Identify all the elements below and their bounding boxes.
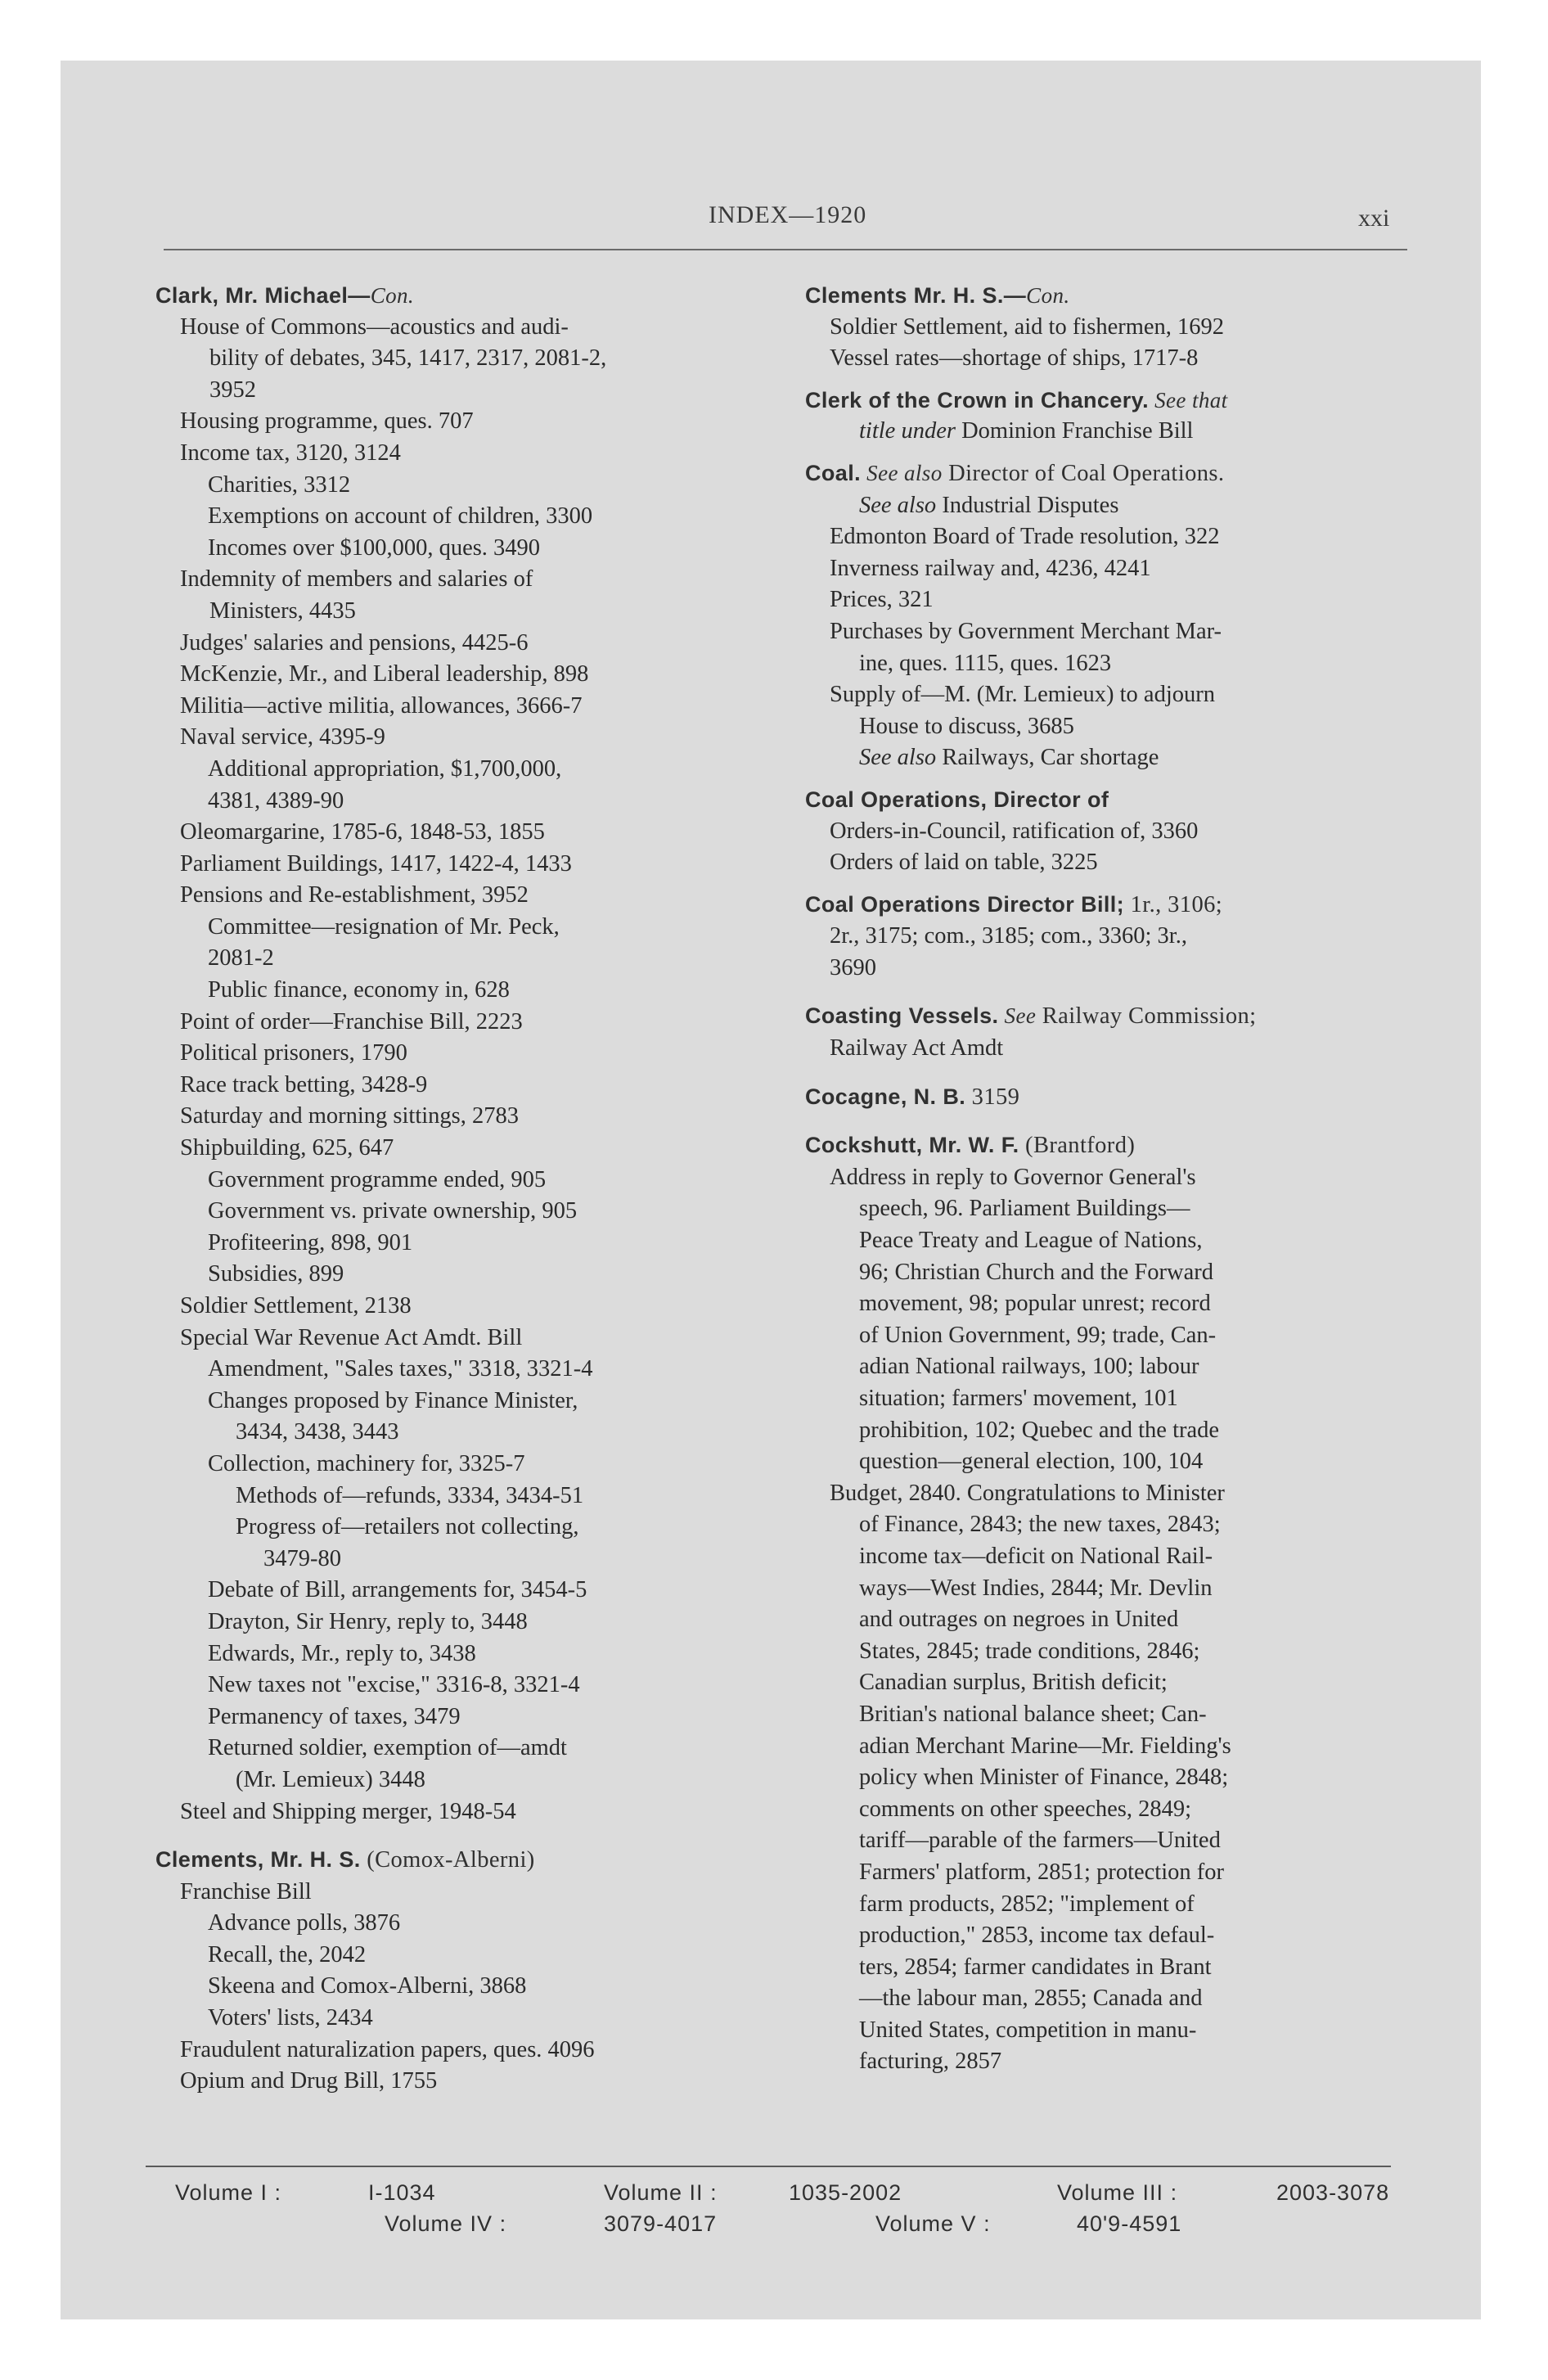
- spacer: [805, 1065, 1412, 1081]
- entry-text: Budget, 2840. Congratulations to Minister: [830, 1480, 1225, 1506]
- entry-text: adian National railways, 100; labour: [859, 1354, 1199, 1380]
- entry-text: movement, 98; popular unrest; record: [859, 1291, 1211, 1317]
- entry-text: Peace Treaty and League of Nations,: [859, 1228, 1203, 1254]
- index-entry: [805, 1033, 1412, 1065]
- entry-text: Industrial Disputes: [936, 492, 1119, 518]
- entry-text: Shipbuilding, 625, 647: [180, 1135, 394, 1161]
- spacer: [805, 375, 1412, 385]
- index-entry: [805, 1193, 1412, 1225]
- entry-text: Debate of Bill, arrangements for, 3454-5: [208, 1577, 587, 1603]
- entry-text: New taxes not "excise," 3316-8, 3321-4: [208, 1672, 580, 1698]
- entry-text: prohibition, 102; Quebec and the trade: [859, 1417, 1220, 1443]
- index-entry: [805, 679, 1412, 711]
- index-entry: [805, 584, 1412, 616]
- index-heading: [805, 889, 1412, 922]
- entry-text: Recall, the, 2042: [208, 1941, 367, 1968]
- volume-5-label: Volume V :: [875, 2211, 991, 2236]
- entry-text: Coal.: [805, 460, 862, 485]
- index-entry: [155, 849, 777, 881]
- index-entry: [155, 1070, 777, 1102]
- entry-text: Britian's national balance sheet; Can-: [859, 1701, 1207, 1727]
- entry-text: income tax—deficit on National Rail-: [859, 1543, 1213, 1569]
- index-entry: [155, 501, 777, 533]
- entry-text: tariff—parable of the farmers—United: [859, 1828, 1221, 1854]
- entry-text: bility of debates, 345, 1417, 2317, 2081-2,: [209, 345, 607, 372]
- entry-text: situation; farmers' movement, 101: [859, 1386, 1178, 1411]
- index-entry: [155, 1386, 777, 1418]
- entry-text: question—general election, 100, 104: [859, 1449, 1204, 1475]
- index-entry: [155, 1323, 777, 1355]
- index-heading: [805, 784, 1412, 816]
- index-heading: [805, 1081, 1412, 1114]
- index-entry: [155, 1354, 777, 1386]
- entry-text: Charities, 3312: [208, 471, 351, 498]
- index-entry: [805, 1952, 1412, 1984]
- index-entry: [805, 921, 1412, 953]
- index-entry: [805, 1415, 1412, 1447]
- index-entry: [805, 1889, 1412, 1921]
- entry-text: Public finance, economy in, 628: [208, 977, 510, 1003]
- index-entry: [805, 1857, 1412, 1889]
- entry-text: Housing programme, ques. 707: [180, 408, 474, 435]
- volume-3-label: Volume III :: [1057, 2180, 1178, 2205]
- entry-text: Cockshutt, Mr. W. F.: [805, 1133, 1019, 1158]
- entry-text: 2r., 3175; com., 3185; com., 3360; 3r.,: [830, 923, 1187, 949]
- index-entry: [155, 1291, 777, 1323]
- entry-text: Opium and Drug Bill, 1755: [180, 2068, 438, 2094]
- spacer: [155, 1828, 777, 1844]
- entry-text: Railways, Car shortage: [936, 745, 1159, 771]
- right-column: [805, 280, 1412, 2078]
- entry-text: farm products, 2852; "implement of: [859, 1891, 1195, 1917]
- index-heading: [805, 1000, 1412, 1033]
- index-entry: [155, 406, 777, 438]
- italic-suffix: See: [998, 1003, 1037, 1029]
- entry-text: Inverness railway and, 4236, 4241: [830, 555, 1151, 581]
- index-entry: [155, 1544, 777, 1575]
- page-title: INDEX—1920: [709, 201, 867, 228]
- entry-text: United States, competition in manu-: [859, 2017, 1197, 2043]
- index-entry: [155, 659, 777, 691]
- entry-text: Profiteering, 898, 901: [208, 1229, 413, 1255]
- italic-prefix: See also: [859, 745, 937, 771]
- entry-text: Returned soldier, exemption of—amdt: [208, 1735, 567, 1761]
- entry-text: Pensions and Re-establishment, 3952: [180, 882, 529, 908]
- index-entry: [155, 2066, 777, 2098]
- entry-text: Race track betting, 3428-9: [180, 1071, 428, 1098]
- index-heading: [805, 280, 1412, 312]
- entry-text: Supply of—M. (Mr. Lemieux) to adjourn: [830, 682, 1215, 708]
- index-entry: [805, 742, 1412, 774]
- index-entry: [155, 722, 777, 754]
- entry-text: Skeena and Comox-Alberni, 3868: [208, 1973, 527, 1999]
- index-entry: [155, 438, 777, 470]
- volume-2-range: 1035-2002: [789, 2180, 902, 2205]
- index-entry: [155, 564, 777, 596]
- index-entry: [155, 975, 777, 1007]
- italic-suffix: See also: [861, 460, 943, 485]
- spacer: [805, 448, 1412, 458]
- index-entry: [155, 2003, 777, 2035]
- entry-text: Special War Revenue Act Amdt. Bill: [180, 1324, 523, 1350]
- index-entry: [155, 1449, 777, 1481]
- entry-text: Naval service, 4395-9: [180, 724, 385, 751]
- spacer: [805, 984, 1412, 1000]
- index-entry: [805, 1509, 1412, 1541]
- index-entry: [805, 648, 1412, 680]
- index-entry: [805, 1794, 1412, 1826]
- entry-text: comments on other speeches, 2849;: [859, 1796, 1192, 1822]
- index-entry: [155, 1417, 777, 1449]
- entry-text: 3434, 3438, 3443: [236, 1419, 399, 1445]
- entry-text: Methods of—refunds, 3334, 3434-51: [236, 1482, 584, 1508]
- entry-text: 3690: [830, 954, 876, 980]
- entry-text: of Finance, 2843; the new taxes, 2843;: [859, 1512, 1221, 1538]
- index-entry: [155, 533, 777, 565]
- volume-4-range: 3079-4017: [604, 2211, 718, 2236]
- index-heading: [155, 1844, 777, 1877]
- entry-text: Orders-in-Council, ratification of, 3360: [830, 818, 1199, 844]
- entry-suffix: 1r., 3106;: [1124, 891, 1223, 917]
- index-entry: [805, 1573, 1412, 1605]
- index-entry: [805, 1383, 1412, 1415]
- index-entry: [155, 375, 777, 407]
- entry-text: speech, 96. Parliament Buildings—: [859, 1196, 1190, 1222]
- entry-text: Incomes over $100,000, ques. 3490: [208, 534, 541, 561]
- index-entry: [155, 1971, 777, 2003]
- volume-1-label: Volume I :: [175, 2180, 282, 2205]
- entry-text: Permanency of taxes, 3479: [208, 1703, 461, 1729]
- index-entry: [805, 1478, 1412, 1510]
- index-entry: [805, 2015, 1412, 2047]
- index-entry: [805, 1320, 1412, 1352]
- entry-text: Indemnity of members and salaries of: [180, 566, 533, 593]
- index-entry: [805, 1288, 1412, 1320]
- index-entry: [805, 1351, 1412, 1383]
- index-entry: [805, 1225, 1412, 1257]
- footer-rule: [146, 2166, 1391, 2167]
- index-entry: [805, 1604, 1412, 1636]
- entry-text: Political prisoners, 1790: [180, 1040, 407, 1066]
- entry-suffix: (Comox-Alberni): [360, 1847, 535, 1873]
- entry-text: Clerk of the Crown in Chancery.: [805, 387, 1149, 412]
- index-entry: [155, 1908, 777, 1940]
- entry-text: Canadian surplus, British deficit;: [859, 1670, 1168, 1696]
- entry-text: 2081-2: [208, 945, 274, 971]
- entry-text: Militia—active militia, allowances, 3666-7: [180, 692, 583, 719]
- index-entry: [805, 490, 1412, 522]
- entry-text: Progress of—retailers not collecting,: [236, 1514, 579, 1540]
- index-entry: [805, 816, 1412, 848]
- index-entry: [155, 912, 777, 944]
- entry-text: Edmonton Board of Trade resolution, 322: [830, 524, 1220, 550]
- entry-text: Prices, 321: [830, 587, 934, 613]
- spacer: [805, 1113, 1412, 1129]
- index-entry: [805, 1667, 1412, 1699]
- entry-text: Railway Act Amdt: [830, 1035, 1004, 1062]
- entry-text: Oleomargarine, 1785-6, 1848-53, 1855: [180, 819, 545, 845]
- entry-text: Additional appropriation, $1,700,000,: [208, 755, 562, 782]
- index-heading: [805, 1129, 1412, 1162]
- entry-text: Farmers' platform, 2851; protection for: [859, 1859, 1224, 1885]
- index-heading: [805, 385, 1412, 417]
- entry-text: House of Commons—acoustics and audi-: [180, 313, 569, 340]
- entry-text: Soldier Settlement, aid to fishermen, 1692: [830, 313, 1225, 340]
- entry-text: Cocagne, N. B.: [805, 1084, 966, 1109]
- entry-text: Vessel rates—shortage of ships, 1717-8: [830, 345, 1199, 372]
- entry-text: Government vs. private ownership, 905: [208, 1198, 578, 1224]
- entry-text: Franchise Bill: [180, 1878, 312, 1904]
- entry-text: 3479-80: [263, 1545, 341, 1571]
- index-entry: [155, 1481, 777, 1512]
- entry-suffix: (Brantford): [1019, 1133, 1136, 1159]
- entry-text: Point of order—Franchise Bill, 2223: [180, 1008, 523, 1034]
- index-entry: [805, 1731, 1412, 1763]
- index-entry: [805, 343, 1412, 375]
- entry-text: Soldier Settlement, 2138: [180, 1293, 412, 1318]
- entry-text: Advance polls, 3876: [208, 1910, 401, 1936]
- volume-1-range: I-1034: [368, 2180, 436, 2205]
- index-entry: [805, 1762, 1412, 1794]
- volume-3-range: 2003-3078: [1276, 2180, 1390, 2205]
- page-number: xxi: [1358, 205, 1390, 232]
- index-entry: [155, 1196, 777, 1228]
- index-entry: [155, 691, 777, 723]
- index-entry: [805, 416, 1412, 448]
- spacer: [805, 774, 1412, 784]
- entry-text: McKenzie, Mr., and Liberal leadership, 898: [180, 661, 589, 687]
- entry-text: ters, 2854; farmer candidates in Brant: [859, 1954, 1212, 1980]
- index-entry: [805, 711, 1412, 743]
- italic-prefix: title under: [859, 418, 956, 444]
- index-entry: [155, 786, 777, 818]
- entry-text: (Mr. Lemieux) 3448: [236, 1766, 425, 1792]
- header-rule: [164, 249, 1407, 250]
- entry-text: and outrages on negroes in United: [859, 1607, 1179, 1633]
- index-entry: [155, 1796, 777, 1828]
- entry-text: Subsidies, 899: [208, 1261, 344, 1287]
- index-entry: [805, 2046, 1412, 2078]
- entry-text: Coal Operations Director Bill;: [805, 891, 1125, 917]
- index-entry: [155, 1101, 777, 1133]
- index-heading: [805, 458, 1412, 490]
- entry-text: Purchases by Government Merchant Mar-: [830, 618, 1222, 644]
- index-entry: [805, 953, 1412, 985]
- entry-text: States, 2845; trade conditions, 2846;: [859, 1638, 1200, 1664]
- index-entry: [805, 521, 1412, 553]
- index-entry: [155, 343, 777, 375]
- index-entry: [805, 1699, 1412, 1731]
- index-entry: [805, 847, 1412, 879]
- index-entry: [155, 1512, 777, 1544]
- entry-text: Parliament Buildings, 1417, 1422-4, 1433: [180, 850, 572, 877]
- entry-text: Exemptions on account of children, 3300: [208, 503, 593, 530]
- index-entry: [155, 1877, 777, 1909]
- index-entry: [805, 1257, 1412, 1289]
- index-entry: [805, 616, 1412, 648]
- index-entry: [155, 1038, 777, 1070]
- index-entry: [155, 2035, 777, 2067]
- entry-text: Collection, machinery for, 3325-7: [208, 1450, 525, 1476]
- entry-suffix: Railway Commission;: [1036, 1003, 1257, 1030]
- entry-text: Saturday and morning sittings, 2783: [180, 1103, 520, 1129]
- entry-text: Income tax, 3120, 3124: [180, 439, 401, 466]
- entry-text: Drayton, Sir Henry, reply to, 3448: [208, 1608, 528, 1634]
- entry-text: —the labour man, 2855; Canada and: [859, 1986, 1203, 2012]
- italic-suffix: See that: [1148, 387, 1228, 412]
- entry-text: Edwards, Mr., reply to, 3438: [208, 1640, 476, 1666]
- entry-text: Orders of laid on table, 3225: [830, 850, 1098, 876]
- index-entry: [155, 1607, 777, 1639]
- index-entry: [155, 1702, 777, 1733]
- volume-5-range: 40'9-4591: [1077, 2211, 1182, 2236]
- index-entry: [155, 628, 777, 660]
- index-heading: [155, 280, 777, 312]
- entry-text: Address in reply to Governor General's: [830, 1164, 1196, 1190]
- index-entry: [805, 312, 1412, 344]
- index-entry: [155, 1639, 777, 1670]
- index-entry: [155, 1165, 777, 1197]
- entry-text: Clements, Mr. H. S.: [155, 1847, 361, 1873]
- index-entry: [805, 553, 1412, 585]
- index-entry: [805, 1541, 1412, 1573]
- spacer: [805, 879, 1412, 889]
- index-entry: [805, 1920, 1412, 1952]
- entry-text: policy when Minister of Finance, 2848;: [859, 1765, 1229, 1791]
- entry-text: Dominion Franchise Bill: [955, 418, 1194, 444]
- index-entry: [155, 1940, 777, 1972]
- index-entry: [155, 943, 777, 975]
- entry-text: Changes proposed by Finance Minister,: [208, 1387, 578, 1413]
- entry-text: Clark, Mr. Michael—: [155, 283, 371, 308]
- entry-suffix: 3159: [965, 1084, 1020, 1110]
- index-entry: [805, 1983, 1412, 2015]
- entry-text: of Union Government, 99; trade, Can-: [859, 1322, 1217, 1348]
- entry-text: 96; Christian Church and the Forward: [859, 1259, 1213, 1285]
- index-entry: [155, 312, 777, 344]
- entry-text: Judges' salaries and pensions, 4425-6: [180, 629, 529, 656]
- volume-2-label: Volume II :: [604, 2180, 718, 2205]
- entry-suffix: Director of Coal Operations.: [942, 460, 1225, 486]
- entry-text: Committee—resignation of Mr. Peck,: [208, 913, 560, 940]
- italic-suffix: Con.: [370, 283, 415, 308]
- entry-text: Coasting Vessels.: [805, 1003, 999, 1029]
- entry-text: 3952: [209, 376, 256, 403]
- index-entry: [155, 1733, 777, 1765]
- entry-text: Coal Operations, Director of: [805, 787, 1109, 812]
- entry-text: Clements Mr. H. S.—: [805, 283, 1027, 308]
- index-entry: [805, 1162, 1412, 1194]
- index-entry: [155, 1575, 777, 1607]
- entry-text: production," 2853, income tax defaul-: [859, 1922, 1215, 1949]
- index-entry: [155, 1133, 777, 1165]
- index-entry: [155, 817, 777, 849]
- index-entry: [155, 470, 777, 502]
- index-entry: [155, 880, 777, 912]
- entry-text: Government programme ended, 905: [208, 1166, 547, 1192]
- index-entry: [155, 754, 777, 786]
- index-entry: [155, 1007, 777, 1039]
- index-entry: [805, 1636, 1412, 1668]
- left-column: [155, 280, 777, 2098]
- entry-text: facturing, 2857: [859, 2049, 1002, 2075]
- entry-text: Voters' lists, 2434: [208, 2005, 373, 2031]
- entry-text: Ministers, 4435: [209, 597, 356, 624]
- index-entry: [805, 1825, 1412, 1857]
- index-entry: [155, 1259, 777, 1291]
- index-entry: [155, 1228, 777, 1260]
- index-entry: [155, 1765, 777, 1796]
- index-entry: [155, 596, 777, 628]
- index-entry: [155, 1670, 777, 1702]
- entry-text: Steel and Shipping merger, 1948-54: [180, 1798, 516, 1824]
- entry-text: ine, ques. 1115, ques. 1623: [859, 650, 1112, 676]
- entry-text: Fraudulent naturalization papers, ques. 4096: [180, 2036, 595, 2062]
- italic-prefix: See also: [859, 492, 937, 518]
- entry-text: adian Merchant Marine—Mr. Fielding's: [859, 1733, 1231, 1759]
- italic-suffix: Con.: [1026, 283, 1070, 308]
- volume-4-label: Volume IV :: [385, 2211, 507, 2236]
- page-header: [0, 201, 1548, 234]
- entry-text: House to discuss, 3685: [859, 713, 1074, 739]
- entry-text: ways—West Indies, 2844; Mr. Devlin: [859, 1575, 1213, 1601]
- index-entry: [805, 1446, 1412, 1478]
- entry-text: 4381, 4389-90: [208, 787, 344, 814]
- entry-text: Amendment, "Sales taxes," 3318, 3321-4: [208, 1356, 593, 1382]
